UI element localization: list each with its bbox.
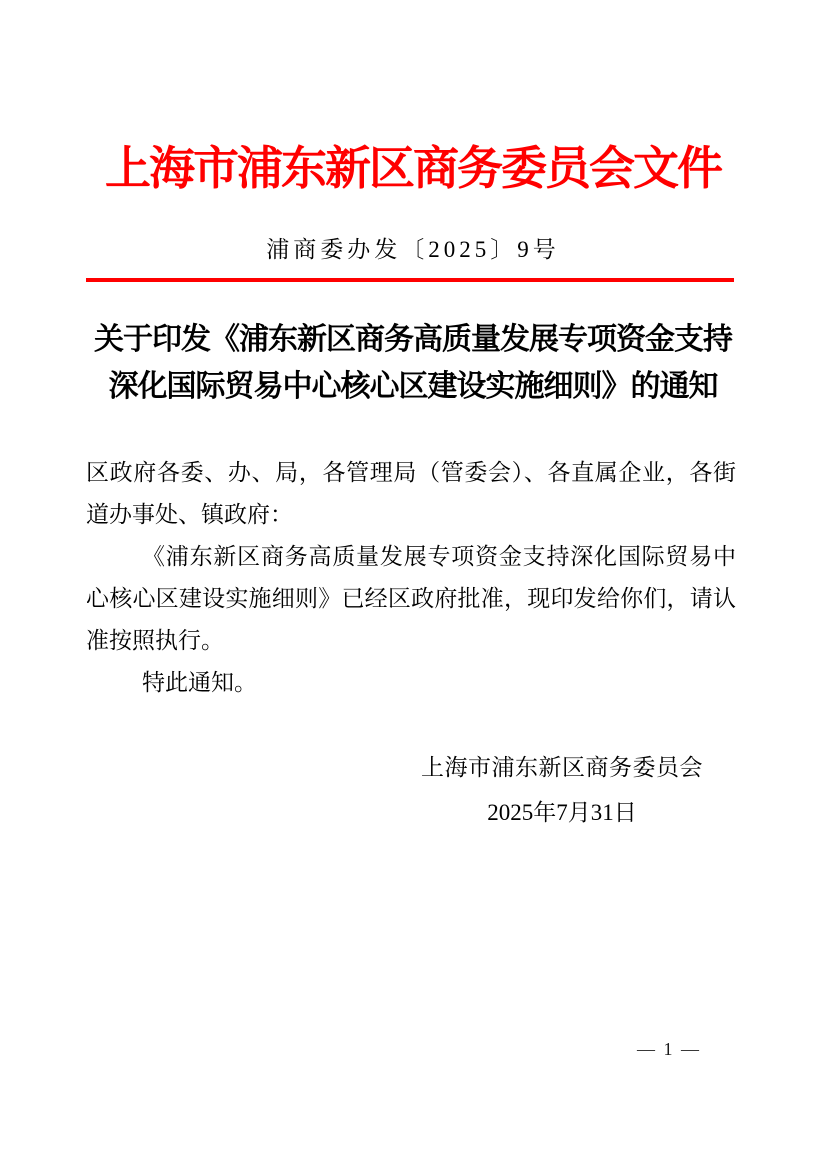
document-title-line-2: 深化国际贸易中心核心区建设实施细则》的通知: [108, 370, 718, 403]
issuing-authority-signature: 上海市浦东新区商务委员会: [421, 755, 703, 780]
main-paragraph: 《浦东新区商务高质量发展专项资金支持深化国际贸易中心核心区建设实施细则》已经区政府批准，现印发给你们，请认准按照执行。: [86, 544, 736, 653]
salutation-paragraph: 区政府各委、办、局，各管理局（管委会）、各直属企业，各街道办事处、镇政府：: [86, 460, 736, 527]
red-letterhead-title: 上海市浦东新区商务委员会文件: [105, 143, 721, 194]
page-number: — 1 —: [637, 1039, 701, 1059]
document-title: [0, 316, 826, 410]
document-title-line-1: 关于印发《浦东新区商务高质量发展专项资金支持: [94, 323, 732, 356]
red-divider-rule: [86, 278, 734, 282]
document-reference-number: 浦商委办发〔2025〕9号: [266, 237, 560, 262]
document-body: [86, 452, 736, 704]
issue-date: 2025年7月31日: [487, 800, 637, 825]
closing-paragraph: 特此通知。: [142, 670, 257, 695]
signature-block: [421, 745, 703, 835]
